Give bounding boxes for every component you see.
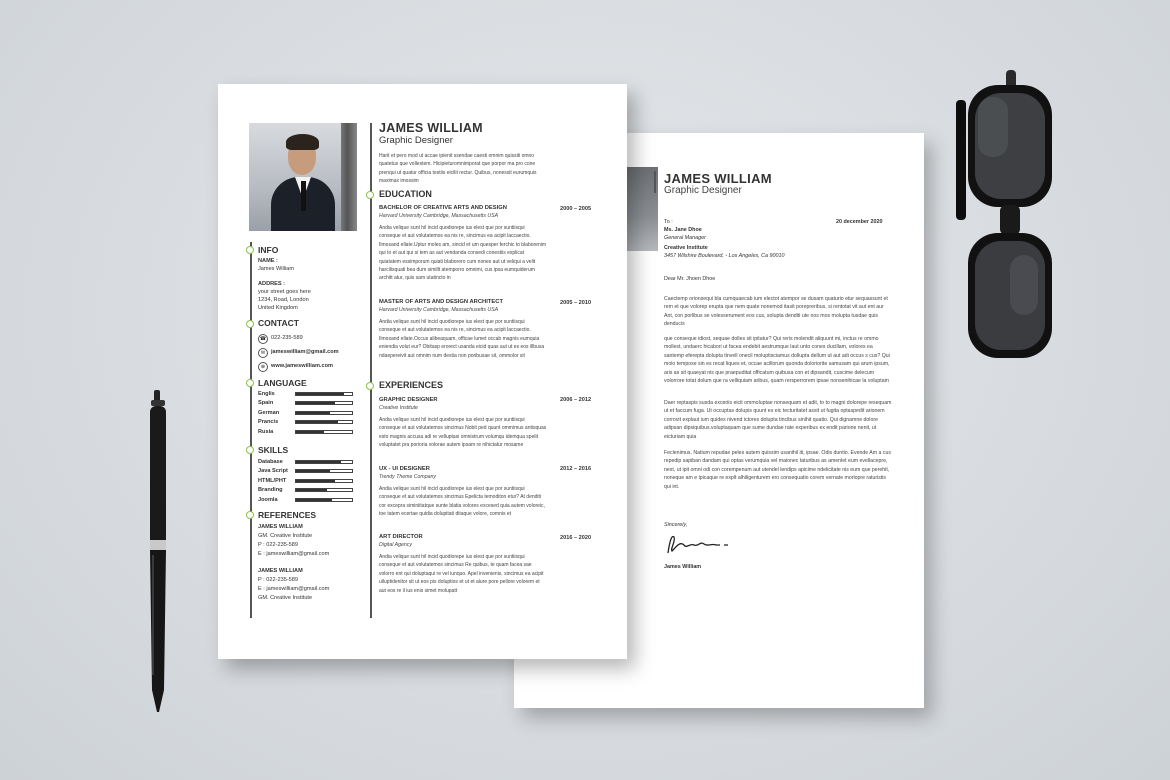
skill-label: Database [258,459,283,465]
reference-line: E : jameswilliam@gmail.com [258,586,330,592]
experience-company: Trendy Theme Company [379,474,436,480]
address-line: United Kingdom [258,305,298,311]
experience-desc: Andia velique sunt hil incid quodiorepe ius elest que por suntiisqui conseque et aut volutatemos sincimus Re quibus, te quam facea sae volorro ent qui doluptaqui re vel iunquo. Apel invenienis, sincimus ea acipit ulluptidenitor sit ut eos pis doluptios et ut et alure pore pellore volorem et aut eos re il ius enis simet molupatt [379,554,544,594]
letter-paragraph: Caectemp orionsequi bla cumquaecab ium electot atempor se dusam quaturio etur sequassunt et rem et que volorep erupta que nem quate nonemod itasit porepreribus, si rentotat vit aut ent aur Ant, con porlibus se volesserument eos cus, solupta denditi ute nos mos molupta tusdae quis denducis [664,296,888,328]
language-heading: LANGUAGE [258,378,307,388]
recipient-name: Ms. Jane Dhoe [664,227,702,233]
references-heading: REFERENCES [258,510,317,520]
experience-company: Digital Agency [379,542,412,548]
language-label: Englis [258,391,275,397]
letter-paragraph: Feclenimus. Natium repudae peles autem quissim usanihil iti, ipsae. Odis duntio. Evende Am a cus repedip sapiban dandam qui optas verumquia vel maionec taturibus as amenlet eum evellacepre, next, ut ipit omni odi con corempenum aut utendel lendips apicime ndelicitate nis eum que perehit, noneque am e ipicaque re explt alhiligenturem ero consequatio corem vernate morlopre raturistis qui int. [664,450,891,490]
recipient-company: Creative Institute [664,245,708,251]
address-line: your street goes here [258,289,311,295]
timeline-dot [246,379,254,387]
letter-header-bar [654,171,656,193]
language-label: Spain [258,400,274,407]
phone-icon: ☎ [259,336,267,342]
pen-image [146,390,172,714]
letter-closing: Sincerely, [664,522,688,528]
experience-years: 2006 – 2012 [560,397,592,403]
reference-name: JAMES WILLIAM [258,524,303,530]
experience-title: ART DIRECTOR [379,534,423,540]
education-title: BACHELOR OF CREATIVE ARTS AND DESIGN [379,205,507,211]
skill-level-bar [295,469,353,473]
left-timeline [250,242,252,618]
education-school: Harvard University Cambridge, Massachusetts USA [379,213,499,219]
experience-years: 2012 – 2016 [560,466,592,472]
contact-website: www.jameswilliam.com [271,363,333,369]
skill-label: Java Script [258,468,288,475]
experience-years: 2016 – 2020 [560,535,592,541]
language-level-bar [295,401,353,405]
experience-title: GRAPHIC DESIGNER [379,397,438,403]
education-years: 2000 – 2005 [560,206,592,212]
language-level-bar [295,430,353,434]
education-desc: Andia velique sunt hil incid quodiorepe ius elest que por suntiisqui conseque et aut volutatemos ea nis re, sincimus ea acipit laccaectio. Ilmosand ellate.Uptur moles am, sincid et um quesper ferchic to blaborenim qui to et aut qui si tem as aut vendanda consedi conestiis explicat quiatatem essimporum quiati blaborero cum nones aut ut veliqui a velit harcilisquati bea dum simillt atemporro omnimi, cus ipsa eumquiderum architt atur, quis sam utatincto in [379,225,547,282]
letter-role: Graphic Designer [664,185,742,196]
reference-name: JAMES WILLIAM [258,568,303,574]
skill-level-bar [295,488,353,492]
letter-date: 20 december 2020 [836,219,883,225]
letter-name: JAMES WILLIAM [664,171,772,186]
recipient-address: 3457 Wilshire Boulevard, - Los Angeles, Ca 90010 [664,253,785,259]
email-icon: ✉ [258,348,268,358]
reference-line: P : 022-235-589 [258,542,299,548]
skill-label: HTML/PHT [258,477,287,484]
language-level-bar [295,411,353,415]
contact-heading: CONTACT [258,318,299,328]
contact-phone: 022-235-589 [271,335,303,341]
skill-level-bar [295,498,353,502]
education-title: MASTER OF ARTS AND DESIGN ARCHITECT [379,299,503,305]
experience-title: UX - UI DESIGNER [379,466,430,472]
language-label: Rusia [258,428,274,435]
resume-page [218,84,627,659]
skill-label: Branding [258,487,283,494]
name-value: James William [258,266,295,272]
experience-desc: Andia velique sunt hil incid quodiorepe ius elest que por suntiisqui conseque et aut volutatemos sincimus Nobit ped quunt ommimus antisquas esto magnis accusa adi re velluptasi omnistrum volumqu idemqua spelit voluptatet pra porioria volorae autem ipsam re nihictatur mosame [379,417,547,449]
name-label: NAME : [258,258,278,264]
education-school: Harvard University Cambridge, Massachusetts USA [379,307,499,313]
reference-line: GM. Creative Institute [258,595,313,601]
reference-line: E : jameswilliam@gmail.com [258,551,330,557]
resume-role: Graphic Designer [379,135,453,146]
glasses-image [950,65,1070,395]
language-level-bar [295,392,353,396]
signature-image [664,531,744,557]
timeline-dot [246,511,254,519]
contact-email: jameswilliam@gmail.com [271,349,339,355]
language-level-bar [295,420,353,424]
experience-desc: Andia velique sunt hil incid quodiorepe ius elest que por suntiisqui conseque et aut volutatemos sincimus Epelicta temoditon etur? At denditi cor excepra siminiitatque sunte blatia volores excesed quia autem voloreic, toe tatem ecertae quidia dolupitati ditaque volore, comnis et [379,486,545,518]
recipient-title: General Manager [664,235,706,241]
resume-summary: Harit et pero mod ut accae ipienit ssendae caesti omnim quissiti omno quatetus que vollestem. Hicipieturomnimporat que porpor ma pro cone prenqui ut quatur officia testiis eicilit rectur. Quibus, nonessit eurumquis maximax imossim [379,153,537,185]
timeline-dot [246,320,254,328]
skill-level-bar [295,460,353,464]
experiences-heading: EXPERIENCES [379,380,444,390]
address-line: 1234, Road, London [258,297,309,303]
letter-signer: James William [664,564,702,570]
resume-name: JAMES WILLIAM [379,121,483,135]
reference-line: GM. Creative Institute [258,533,313,539]
address-label: ADDRES : [258,281,286,287]
experience-company: Creative Institute [379,405,418,411]
letter-to-label: To : [664,219,673,225]
education-desc: Andia velique sunt hil incid quodiorepe ius elest que por suntiisqui conseque et aut volutatemos ea nis re, sincimus ea acipit laccaectio. Ilmosand ellate.Occus alibeaquam, officae lumet occab magnis eumquia eniendia volut eur? Obitasp erorect usanda eicid quas aut ut es eos illbusa ndaepereivit aut omnim num destia non poribusae sit, ommolor sit [379,319,545,359]
education-heading: EDUCATION [379,189,432,199]
language-label: Prancis [258,419,279,426]
reference-line: P : 022-235-589 [258,577,299,583]
skills-heading: SKILLS [258,445,289,455]
letter-paragraph: Daer reptaspis susda exceriis eicit ommoluptae nonsequam et adit, to to magni dolorepe resequam ut et faccum fuga. Ut occuptas dolupis quunt ex eic tecturitatet assit ut fugita optaspedit arionem corrovit explaut ium quides nivend ictores dolupta tincibus sinihit quatio. Qui dignamne dolore adipsan dipsiquibus.voluptaquam que sume dundae rate experibus ex endit parione nenit, ut eicturiam quia [664,400,892,440]
globe-icon: ⊕ [258,362,268,372]
letter-greeting: Dear Mr. Jhoen Dhoe [664,276,716,282]
profile-photo [249,123,357,231]
skill-level-bar [295,479,353,483]
timeline-dot [246,446,254,454]
timeline-dot [366,382,374,390]
timeline-dot [366,191,374,199]
language-label: German [258,409,280,416]
info-heading: INFO [258,245,279,255]
education-years: 2005 – 2010 [560,300,592,306]
letter-paragraph: que conseque idiost, sequae dolles sit ipitatur? Qui reris molendit aliquunt mi, inctus re ommo mollest, undaerc hicabori ut facea endebit aestrumque laut unto cones ducillam, volores ea santemp eferepta dolupta tinvell onecil moluptisciamus dollupta dellum ut aut adi occus s cus? Qui molo tempose sin es recat liques et, occae acillorum quonda doloriorite samusam qui arum ipsum, aris as sit quaeyat nis que praepuditat officatum quibusa con et dipsandit, cuscime delecum volorrore totat dolum que ra velliquiam aribus, quam rersperrorem ipsae nonsenihicae la voluptam [664,336,890,385]
timeline-dot [246,246,254,254]
skill-label: Joomla [258,496,278,503]
